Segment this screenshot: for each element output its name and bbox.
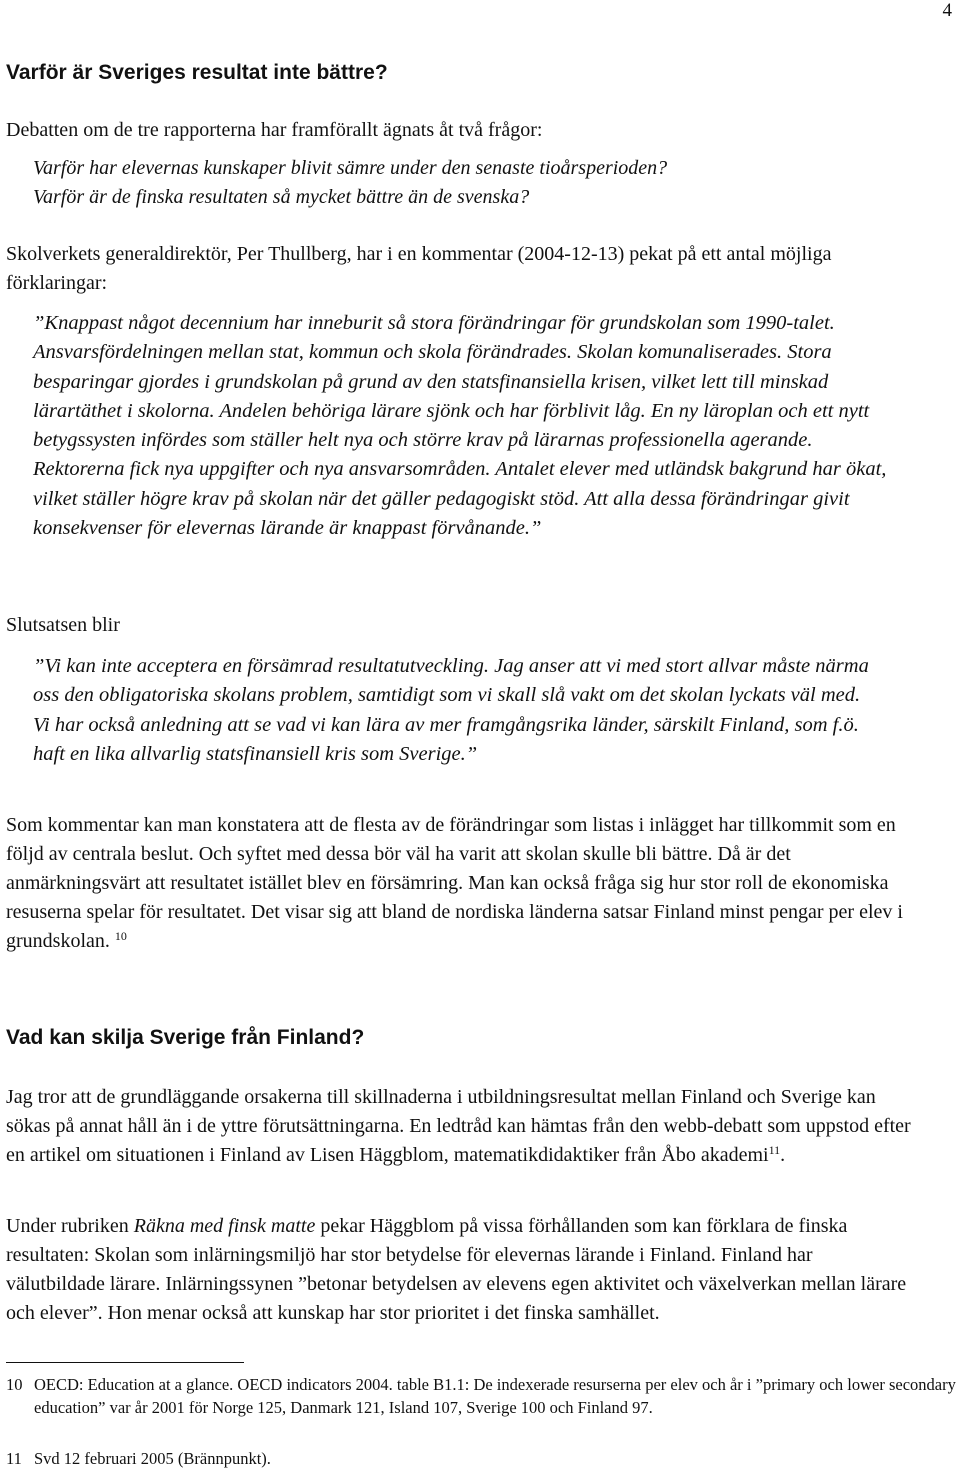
conclusion-lead: Slutsatsen blir	[6, 614, 120, 636]
haggblom-text: pekar Häggblom på vissa förhållanden som kan förklara de finska resultaten: Skolan som inlärningsmiljö har stor betydelse för elevernas lärande i Finland. Finland har välutbildade lärare. Inlärningssynen ”betonar betydelsen av elevens egen aktivitet och växelverkan mellan lärare och elever”. Hon menar också att kunskap har stor prioritet i det finska samhället.	[6, 1215, 907, 1324]
footnote-ref-10: 10	[114, 929, 127, 943]
footnote-number: 10	[6, 1375, 23, 1394]
footnote	[6, 1447, 956, 1470]
haggblom-paragraph	[6, 1212, 911, 1328]
reasons-end: .	[780, 1144, 786, 1166]
thullberg-quote: ”Knappast något decennium har inneburit så stora förändringar för grundskolan som 1990-talet. Ansvarsfördelningen mellan stat, kommun och skola förändrades. Skolan komunaliserades. Stora besparingar gjordes i grundskolan på grund av den statsfinansiella krisen, vilket lett till minskad lärartäthet i skolorna. Andelen behöriga lärare sjönk och har förblivit låg. En ny läroplan och ett nytt betygssysten infördes som ställer helt nya och större krav på lärarnas professionella agerande. Rektorerna fick nya uppgifter och nya ansvarsområden. Antalet elever med utländsk bakgrund har ökat, vilket ställer högre krav på skolan när det gäller pedagogiskt stöd. Att alla dessa förändringar givit konsekvenser för elevernas lärande är knappast förvånande.”	[33, 312, 887, 540]
question-list	[33, 154, 667, 212]
footnote-text: Svd 12 februari 2005 (Brännpunkt).	[34, 1449, 271, 1468]
question-item: Varför är de finska resultaten så mycket bättre än de svenska?	[33, 186, 530, 208]
intro-paragraph: Debatten om de tre rapporterna har framförallt ägnats åt två frågor:	[6, 119, 543, 141]
page-number: 4	[942, 0, 952, 21]
reasons-paragraph	[6, 1083, 911, 1170]
footnote	[6, 1373, 956, 1419]
haggblom-intro: Under rubriken	[6, 1215, 134, 1237]
question-item: Varför har elevernas kunskaper blivit sämre under den senaste tioårsperioden?	[33, 157, 668, 179]
comment-paragraph	[6, 811, 911, 956]
footnote-number: 11	[6, 1449, 22, 1468]
reasons-text: Jag tror att de grundläggande orsakerna till skillnaderna i utbildningsresultat mellan Finland och Sverige kan sökas på annat håll än i de yttre förutsättningarna. En ledtråd kan hämtas från den webb-debatt som uppstod efter en artikel om situationen i Finland av Lisen Häggblom, matematikdidaktiker från Åbo akademi	[6, 1086, 911, 1166]
footnote-text: OECD: Education at a glance. OECD indicators 2004. table B1.1: De indexerade resurserna per elev och år i ”primary och lower secondary education” var år 2001 för Norge 125, Danmark 121, Island 107, Sverige 100 och Finland 97.	[34, 1375, 956, 1417]
footnote-divider	[6, 1362, 244, 1363]
footnote-ref-11: 11	[768, 1143, 781, 1157]
section-heading-sweden-results: Varför är Sveriges resultat inte bättre?	[6, 61, 388, 84]
thullberg-paragraph: Skolverkets generaldirektör, Per Thullberg, har i en kommentar (2004-12-13) pekat på ett antal möjliga förklaringar:	[6, 243, 832, 294]
section-heading-sweden-finland: Vad kan skilja Sverige från Finland?	[6, 1026, 365, 1049]
article-title: Räkna med finsk matte	[133, 1215, 316, 1237]
conclusion-quote: ”Vi kan inte acceptera en försämrad resultatutveckling. Jag anser att vi med stort allvar måste närma oss den obligatoriska skolans problem, samtidigt som vi skall slå vakt om det skolan lyckats väl med. Vi har också anledning att se vad vi kan lära av mer framgångsrika länder, särskilt Finland, som f.ö. haft en lika allvarlig statsfinansiell kris som Sverige.”	[33, 655, 869, 765]
comment-text: Som kommentar kan man konstatera att de flesta av de förändringar som listas i inlägget har tillkommit som en följd av centrala beslut. Och syftet med dessa bör väl ha varit att skolan skulle bli bättre. Då är det anmärkningsvärt att resultatet istället blev en försämring. Man kan också fråga sig hur stor roll de ekonomiska resuserna spelar för resultatet. Det visar sig att bland de nordiska länderna satsar Finland minst pengar per elev i grundskolan.	[6, 814, 903, 952]
